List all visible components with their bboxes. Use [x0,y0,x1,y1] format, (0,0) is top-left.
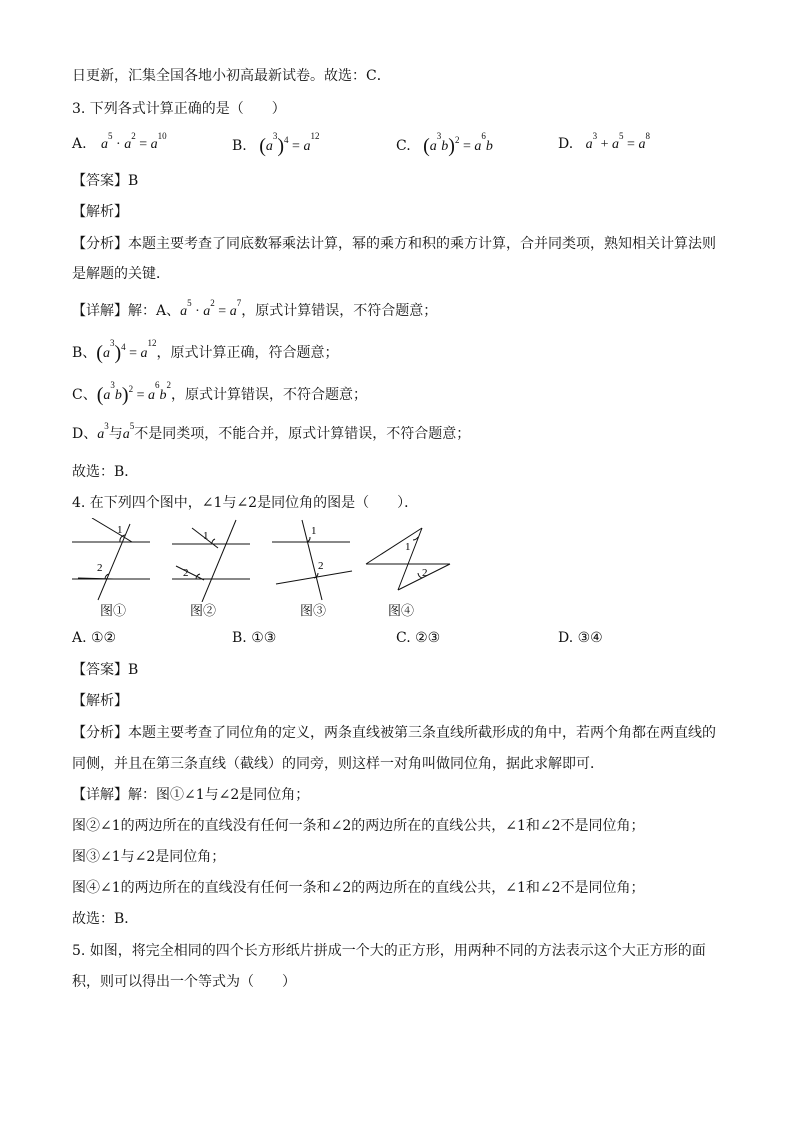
figure-3 [270,518,354,602]
detail-line: 图③∠1与∠2是同位角； [72,849,226,865]
detail-line: 图②∠1的两边所在的直线没有任何一条和∠2的两边所在的直线公共，∠1和∠2不是同位角； [72,818,645,834]
question-4-stem: 4. 在下列四个图中，∠1与∠2是同位角的图是（ ）． [72,495,419,511]
analysis-text: 【分析】本题主要考查了同位角的定义，两条直线被第三条直线所截形成的角中，若两个角都在两直线的 [72,725,716,741]
angle-1-label: 1 [203,530,209,542]
option-label: D. [558,136,574,152]
option-label: A. [72,136,87,152]
q4-option-c: C. ②③ [396,630,441,646]
question-5-stem: 5. 如图，将完全相同的四个长方形纸片拼成一个大的正方形，用两种不同的方法表示这个大正方形的面 [72,943,706,959]
analysis-text: 是解题的关键． [72,266,170,282]
detail-line-d: D、$a^3$与$a^5$不是同类项，不能合并，原式计算错误，不符合题意； [72,421,471,442]
figure-1-caption: 图① [100,604,127,619]
analysis-label: 【解析】 [72,204,128,220]
angle-1-label: 1 [117,524,123,536]
analysis-label: 【解析】 [72,693,128,709]
question-5-stem: 积，则可以得出一个等式为（ ） [72,974,296,990]
choose-line: 故选：B． [72,464,139,480]
detail-line-c: C、$(a^3b)^2 = a^6b^2$，原式计算错误，不符合题意； [72,380,367,406]
q4-option-b: B. ①③ [232,630,277,646]
angle-2-label: 2 [183,567,189,579]
q3-option-b: B. $(a^3)^4 = a^{12}$ [232,131,320,157]
figure-4 [362,518,454,602]
angle-1-label: 1 [311,525,317,537]
detail-line-b: B、$(a^3)^4 = a^{12}$，原式计算正确，符合题意； [72,338,339,364]
analysis-text: 【分析】本题主要考查了同底数幂乘法计算，幂的乘方和积的乘方计算，合并同类项，熟知相关计算法则 [72,236,716,252]
figure-4-caption: 图④ [388,604,415,619]
option-label: B. [232,138,247,154]
question-3-stem: 3. 下列各式计算正确的是（ ） [72,101,286,117]
analysis-text: 同侧，并且在第三条直线（截线）的同旁，则这样一对角叫做同位角，据此求解即可． [72,756,604,772]
q4-option-d: D. ③④ [558,630,603,646]
figure-1 [70,518,154,602]
figure-2 [170,518,254,602]
angle-2-label: 2 [97,562,103,574]
text-line: 日更新，汇集全国各地小初高最新试卷。故选：C． [72,68,391,84]
angle-2-label: 2 [318,560,324,572]
q4-option-a: A. ①② [72,630,117,646]
figure-3-caption: 图③ [300,604,327,619]
figure-2-caption: 图② [190,604,217,619]
answer-label: 【答案】B [72,173,139,189]
angle-2-label: 2 [422,567,428,579]
detail-line: 图④∠1的两边所在的直线没有任何一条和∠2的两边所在的直线公共，∠1和∠2不是同位角； [72,880,645,896]
detail-line: 【详解】解：图①∠1与∠2是同位角； [72,787,310,803]
angle-1-label: 1 [405,541,411,553]
q3-option-d: D. $a^3 + a^5 = a^8$ [558,131,650,152]
detail-line-a: 【详解】解：A、$a^5 \cdot a^2 = a^7$，原式计算错误，不符合题意； [72,298,438,319]
option-label: C. [396,138,411,154]
q3-option-c: C. $(a^3b)^2 = a^6b$ [396,131,493,157]
answer-label: 【答案】B [72,662,139,678]
q3-option-a: A. $a^5 \cdot a^2 = a^{10}$ [72,131,167,152]
choose-line: 故选：B． [72,911,139,927]
